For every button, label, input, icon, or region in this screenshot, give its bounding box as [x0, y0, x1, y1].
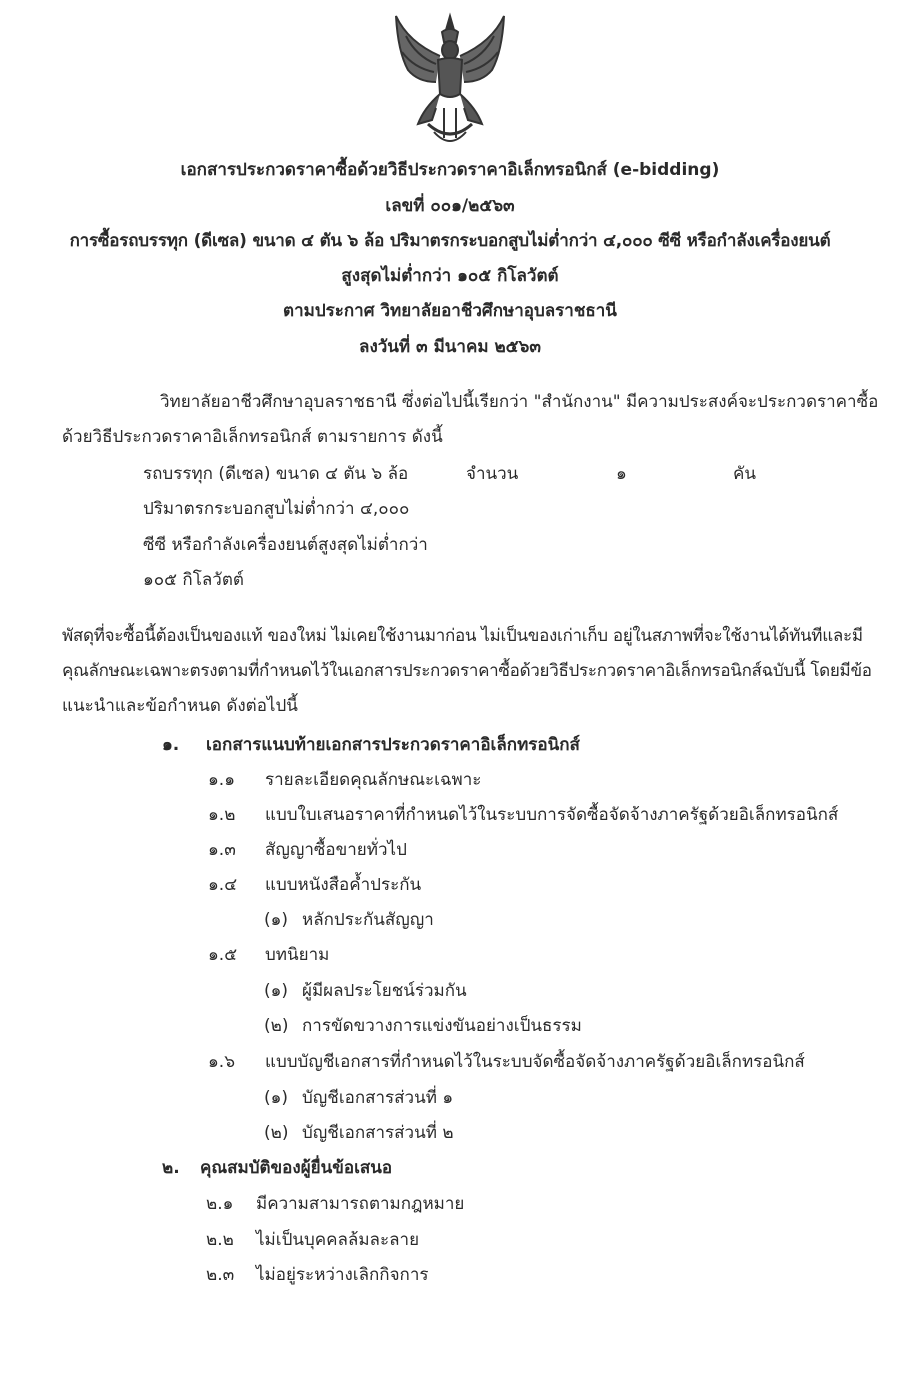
- item-description-line4: ๑๐๕ กิโลวัตต์: [143, 570, 244, 590]
- item-description-line2: ปริมาตรกระบอกสูบไม่ต่ำกว่า ๔,๐๐๐: [143, 499, 410, 519]
- subitem-1-6-1-number: (๑): [264, 1088, 289, 1108]
- item-description-line1: รถบรรทุก (ดีเซล) ขนาด ๔ ตัน ๖ ล้อ: [143, 464, 409, 484]
- item-1-5-text: บทนิยาม: [265, 945, 330, 965]
- item-2-1-number: ๒.๑: [206, 1194, 234, 1214]
- item-1-4-text: แบบหนังสือค้ำประกัน: [265, 875, 422, 895]
- conditions-line2: คุณลักษณะเฉพาะตรงตามที่กำหนดไว้ในเอกสารประกวดราคาซื้อด้วยวิธีประกวดราคาอิเล็กทรอนิกส์ฉบับนี้ โดยมีข้อ: [62, 661, 872, 681]
- item-1-2-text: แบบใบเสนอราคาที่กำหนดไว้ในระบบการจัดซื้อจัดจ้างภาครัฐด้วยอิเล็กทรอนิกส์: [265, 805, 839, 825]
- garuda-emblem-icon: [388, 12, 512, 152]
- item-1-2-number: ๑.๒: [208, 805, 236, 825]
- item-1-1-text: รายละเอียดคุณลักษณะเฉพาะ: [265, 770, 482, 790]
- section1-number: ๑.: [162, 735, 180, 755]
- document-subject-line1: การซื้อรถบรรทุก (ดีเซล) ขนาด ๔ ตัน ๖ ล้อ ปริมาตรกระบอกสูบไม่ต่ำกว่า ๔,๐๐๐ ซีซี หรือกำลังเครื่องยนต์: [69, 231, 831, 251]
- document-title: เอกสารประกวดราคาซื้อด้วยวิธีประกวดราคาอิเล็กทรอนิกส์ (e-bidding): [180, 160, 720, 180]
- item-2-1-text: มีความสามารถตามกฎหมาย: [256, 1194, 465, 1214]
- quantity-label: จำนวน: [466, 464, 519, 484]
- item-1-5-number: ๑.๕: [208, 945, 238, 965]
- subitem-1-6-2-number: (๒): [264, 1123, 289, 1143]
- subitem-1-6-1-text: บัญชีเอกสารส่วนที่ ๑: [302, 1088, 454, 1108]
- conditions-line1: พัสดุที่จะซื้อนี้ต้องเป็นของแท้ ของใหม่ ไม่เคยใช้งานมาก่อน ไม่เป็นของเก่าเก็บ อยู่ในสภาพที่จะใช้งานได้ทันทีและมี: [62, 626, 863, 646]
- subitem-1-5-2-text: การขัดขวางการแข่งขันอย่างเป็นธรรม: [302, 1016, 582, 1036]
- section2-number: ๒.: [162, 1158, 180, 1178]
- item-1-3-number: ๑.๓: [208, 840, 236, 860]
- intro-line1: วิทยาลัยอาชีวศึกษาอุบลราชธานี ซึ่งต่อไปนี้เรียกว่า "สำนักงาน" มีความประสงค์จะประกวดราคาซื้อ: [160, 392, 879, 412]
- subitem-1-5-1-text: ผู้มีผลประโยชน์ร่วมกัน: [302, 981, 467, 1001]
- subitem-1-6-2-text: บัญชีเอกสารส่วนที่ ๒: [302, 1123, 454, 1143]
- item-1-6-number: ๑.๖: [208, 1052, 235, 1072]
- item-2-3-number: ๒.๓: [206, 1265, 235, 1285]
- section2-title: คุณสมบัติของผู้ยื่นข้อเสนอ: [200, 1158, 393, 1178]
- subitem-1-5-1-number: (๑): [264, 981, 289, 1001]
- item-1-1-number: ๑.๑: [208, 770, 235, 790]
- item-1-6-text: แบบบัญชีเอกสารที่กำหนดไว้ในระบบจัดซื้อจัดจ้างภาครัฐด้วยอิเล็กทรอนิกส์: [265, 1052, 805, 1072]
- section1-title: เอกสารแนบท้ายเอกสารประกวดราคาอิเล็กทรอนิกส์: [206, 735, 580, 755]
- announcement-line: ตามประกาศ วิทยาลัยอาชีวศึกษาอุบลราชธานี: [283, 301, 617, 321]
- document-date: ลงวันที่ ๓ มีนาคม ๒๕๖๓: [359, 337, 541, 357]
- conditions-line3: แนะนำและข้อกำหนด ดังต่อไปนี้: [62, 696, 298, 716]
- quantity-value: ๑: [616, 464, 627, 484]
- subitem-1-5-2-number: (๒): [264, 1016, 289, 1036]
- intro-line2: ด้วยวิธีประกวดราคาอิเล็กทรอนิกส์ ตามรายการ ดังนี้: [62, 427, 443, 447]
- item-2-2-number: ๒.๒: [206, 1230, 234, 1250]
- quantity-unit: คัน: [733, 464, 756, 484]
- document-subject-line2: สูงสุดไม่ต่ำกว่า ๑๐๕ กิโลวัตต์: [341, 266, 559, 286]
- item-2-3-text: ไม่อยู่ระหว่างเลิกกิจการ: [256, 1265, 429, 1285]
- item-1-4-number: ๑.๔: [208, 875, 238, 895]
- document-number: เลขที่ ๐๐๑/๒๕๖๓: [385, 196, 515, 216]
- subitem-1-4-1-number: (๑): [264, 910, 289, 930]
- item-2-2-text: ไม่เป็นบุคคลล้มละลาย: [256, 1230, 420, 1250]
- subitem-1-4-1-text: หลักประกันสัญญา: [302, 910, 434, 930]
- item-description-line3: ซีซี หรือกำลังเครื่องยนต์สูงสุดไม่ต่ำกว่า: [143, 535, 428, 555]
- item-1-3-text: สัญญาซื้อขายทั่วไป: [265, 840, 407, 860]
